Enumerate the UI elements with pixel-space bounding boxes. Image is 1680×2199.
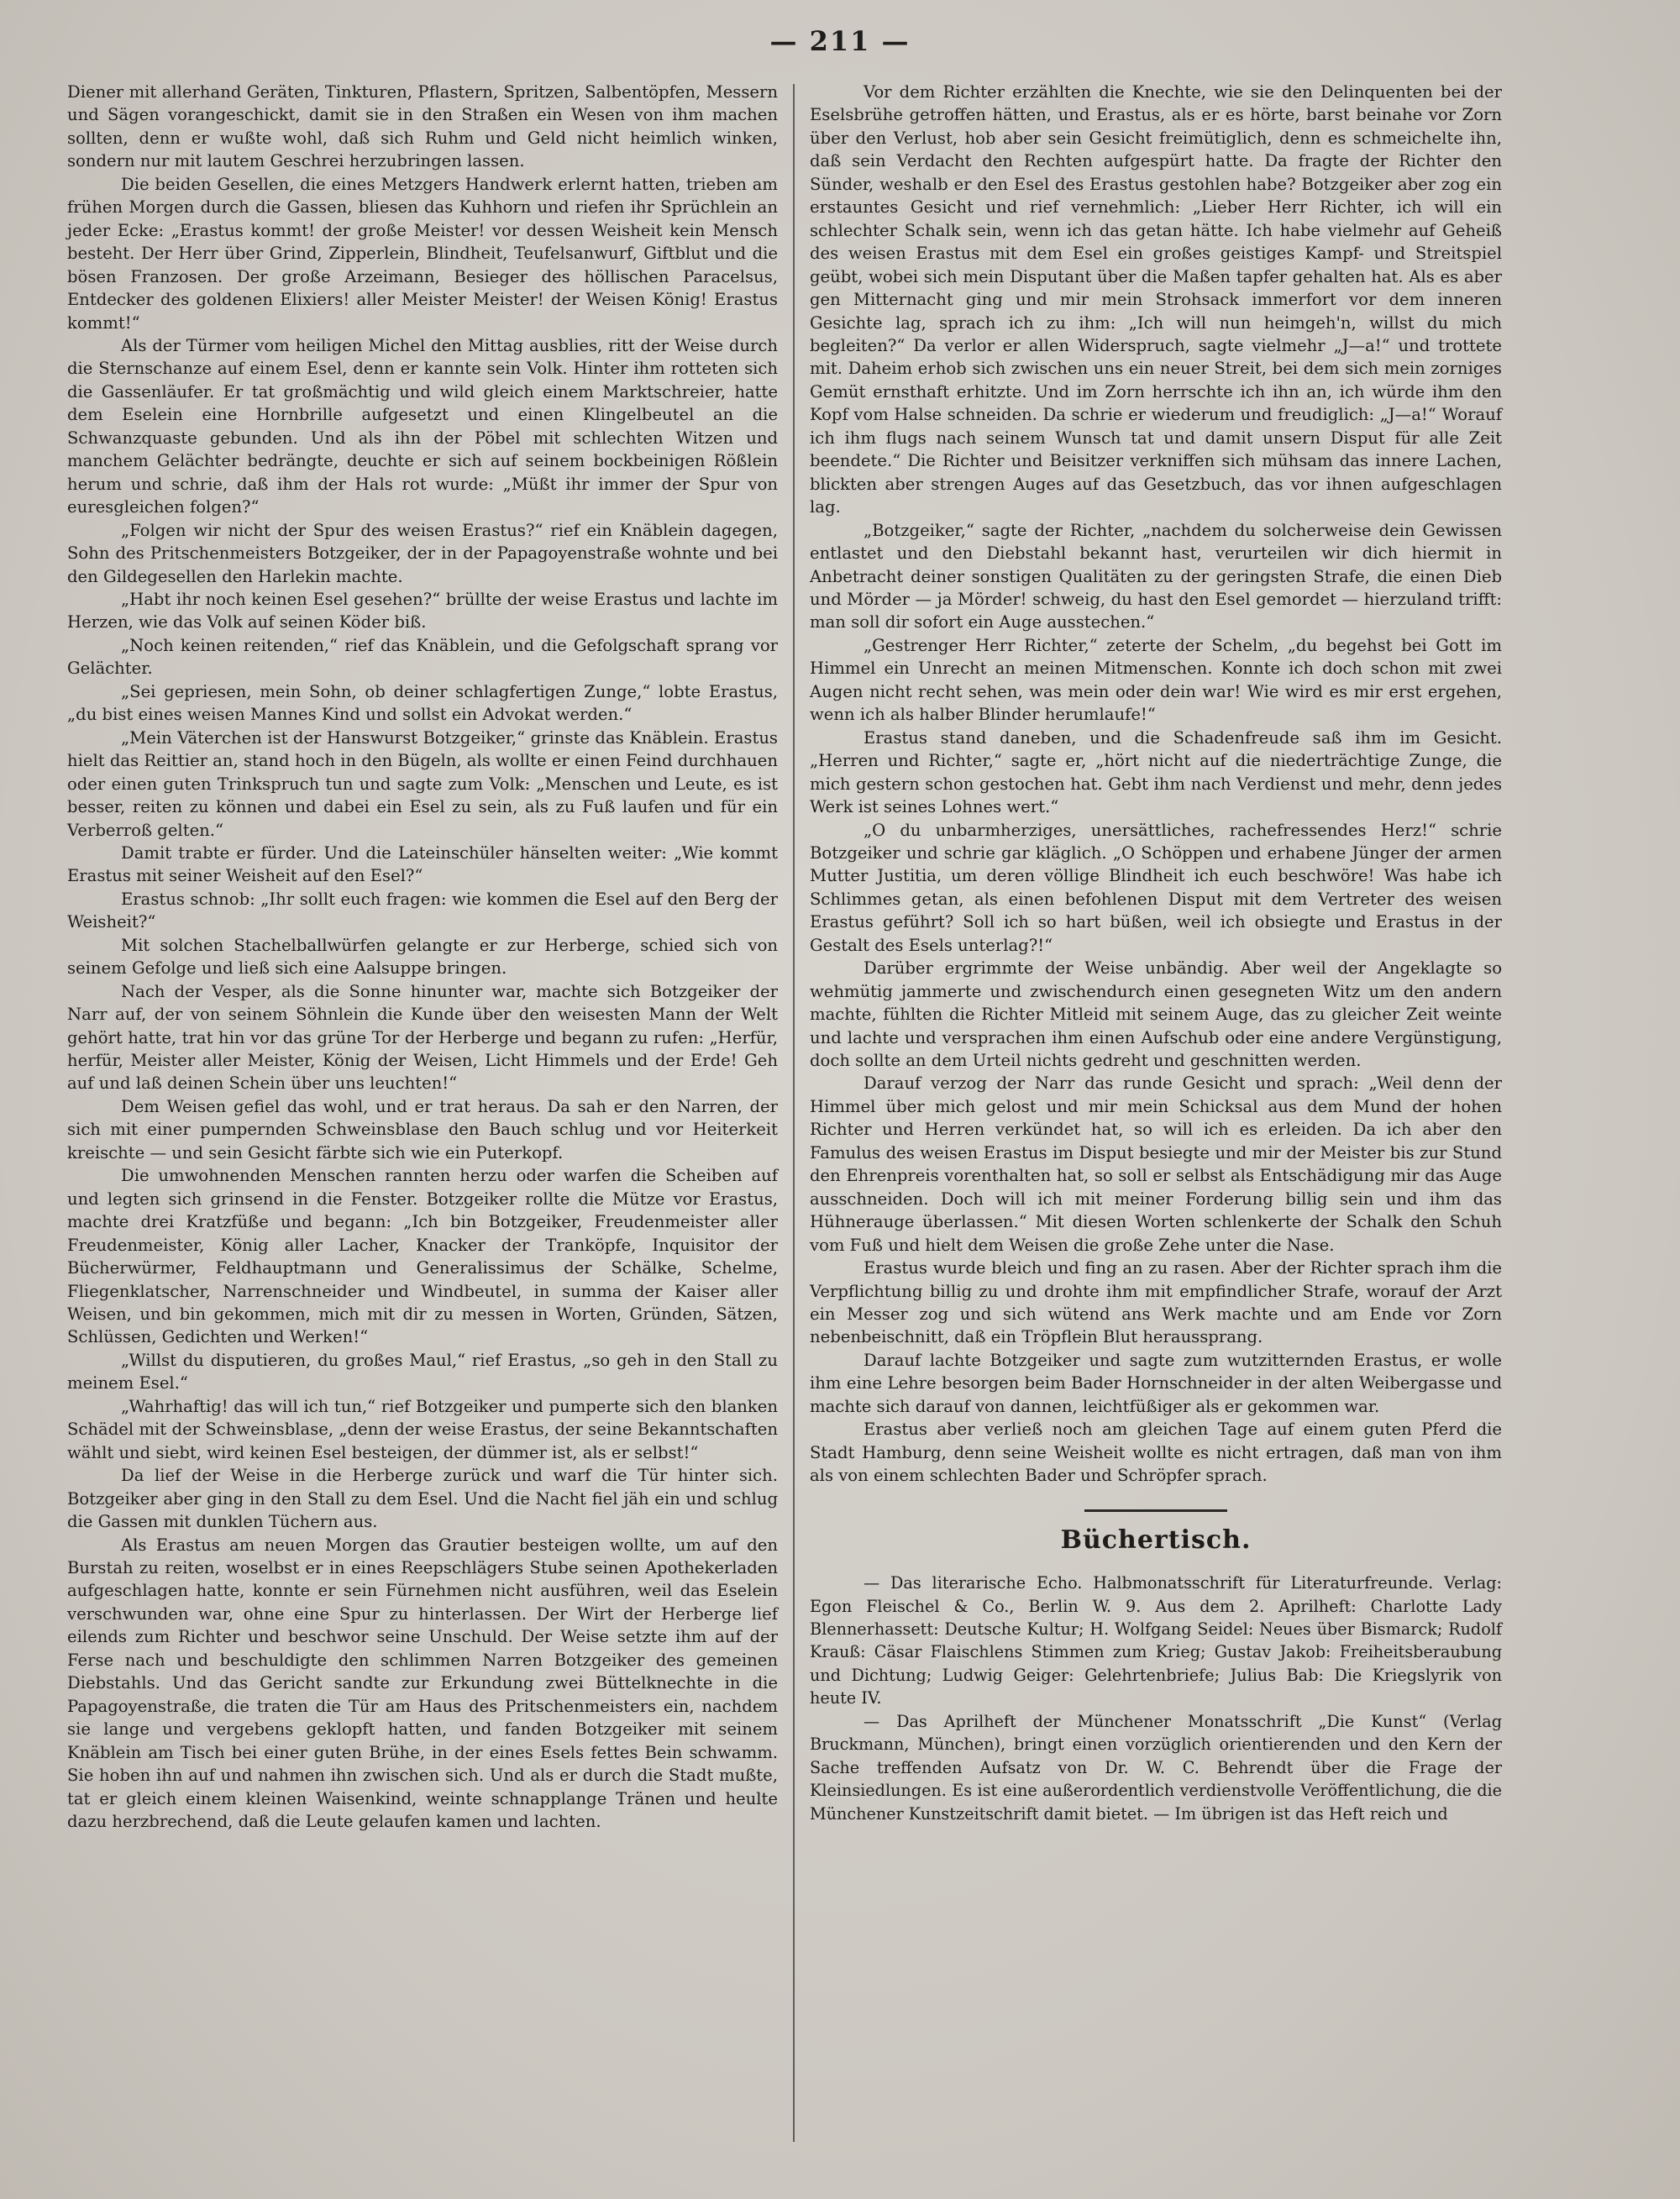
- paragraph: Darauf lachte Botzgeiker und sagte zum wutzitternden Erastus, er wolle ihm eine Lehre besorgen beim Bader Hornschneider in der alten Weibergasse und machte sich darauf von dannen, leichtfüßiger als er gekommen war.: [810, 1350, 1502, 1416]
- paragraph: „Habt ihr noch keinen Esel gesehen?“ brüllte der weise Erastus und lachte im Herzen, wie das Volk auf seinen Köder biß.: [67, 589, 778, 632]
- paragraph: Erastus schnob: „Ihr sollt euch fragen: wie kommen die Esel auf den Berg der Weisheit?“: [67, 889, 778, 932]
- paragraph: Erastus wurde bleich und fing an zu rasen. Aber der Richter sprach ihm die Verpflichtung billig zu und drohte ihm mit empfindlicher Strafe, worauf der Arzt ein Messer zog und sich wütend ans Werk machte und am Ende vor Zorn nebenbeischnitt, daß ein Tröpflein Blut heraussprang.: [810, 1258, 1502, 1347]
- paragraph: Die beiden Gesellen, die eines Metzgers Handwerk erlernt hatten, trieben am frühen Morgen durch die Gassen, bliesen das Kuhhorn und riefen ihr Sprüchlein an jeder Ecke: „Erastus kommt! der große Meister! vor dessen Weisheit kein Mensch besteht. Der Herr über Grind, Zipperlein, Blindheit, Teufelsanwurf, Giftblut und die bösen Franzosen. Der große Arzeimann, Besieger des höllischen Paracelsus, Entdecker des goldenen Elixiers! aller Meister Meister! der Weisen König! Erastus kommt!“: [67, 174, 778, 333]
- book-note: — Das literarische Echo. Halbmonatsschrift für Literaturfreunde. Verlag: Egon Fleischel & Co., Berlin W. 9. Aus dem 2. Aprilheft: Charlotte Lady Blennerhassett: Deutsche Kultur; H. Wolfgang Seidel: Neues über Bismarck; Rudolf Krauß: Cäsar Flaischlens Stimmen zum Krieg; Gustav Jakob: Freiheitsberaubung und Dichtung; Ludwig Geiger: Gelehrtenbriefe; Julius Bab: Die Kriegslyrik von heute IV.: [810, 1573, 1502, 1708]
- paragraph: „Gestrenger Herr Richter,“ zeterte der Schelm, „du begehst bei Gott im Himmel ein Unrecht an meinen Mitmenschen. Konnte ich doch schon mit zwei Augen nicht recht sehen, was mein oder dein war! Wie wird es mir erst ergehen, wenn ich als halber Blinder herumlaufe!“: [810, 635, 1502, 725]
- section-divider: [1084, 1509, 1227, 1512]
- column-divider: [793, 84, 795, 2142]
- right-column: [810, 81, 1502, 1825]
- paragraph: „Sei gepriesen, mein Sohn, ob deiner schlagfertigen Zunge,“ lobte Erastus, „du bist eines weisen Mannes Kind und sollst ein Advokat werden.“: [67, 681, 778, 725]
- paragraph: Dem Weisen gefiel das wohl, und er trat heraus. Da sah er den Narren, der sich mit einer pumpernden Schweinsblase den Bauch schlug und vor Heiterkeit kreischte — und sein Gesicht färbte sich wie ein Puterkopf.: [67, 1096, 778, 1162]
- paragraph: Diener mit allerhand Geräten, Tinkturen, Pflastern, Spritzen, Salbentöpfen, Messern und Sägen vorangeschickt, damit sie in den Straßen ein Wesen von ihm machen sollten, denn er wußte wohl, daß sich Ruhm und Geld nicht heimlich winken, sondern nur mit lautem Geschrei herzubringen lassen.: [67, 82, 778, 171]
- paragraph: „Wahrhaftig! das will ich tun,“ rief Botzgeiker und pumperte sich den blanken Schädel mit der Schweinsblase, „denn der weise Erastus, der seine Bekanntschaften wählt und siebt, wird keinen Esel besteigen, der dümmer ist, als er selbst!“: [67, 1396, 778, 1462]
- paragraph: „Botzgeiker,“ sagte der Richter, „nachdem du solcherweise dein Gewissen entlastet und den Diebstahl bekannt hast, verurteilen wir dich hiermit in Anbetracht deiner sonstigen Qualitäten zu der geringsten Strafe, die einen Dieb und Mörder — ja Mörder! schweig, du hast den Esel gemordet — hierzuland trifft: man soll dir sofort ein Auge ausstechen.“: [810, 520, 1502, 632]
- paragraph: Als Erastus am neuen Morgen das Grautier besteigen wollte, um auf den Burstah zu reiten, woselbst er in eines Reepschlägers Stube seinen Apothekerladen aufgeschlagen hatte, konnte er sein Fürnehmen nicht ausführen, weil das Eselein verschwunden war, ohne eine Spur zu hinterlassen. Der Wirt der Herberge lief eilends zum Richter und beschwor seine Unschuld. Der Weise setzte ihm auf der Ferse nach und beschuldigte den schlimmen Narren Botzgeiker des gemeinen Diebstahls. Und das Gericht sandte zur Erkundung zwei Büttelknechte in die Papagoyenstraße, die traten die Tür am Haus des Pritschenmeisters ein, nachdem sie lange und vergebens geklopft hatten, und fanden Botzgeiker mit seinem Knäblein am Tisch bei einer guten Brühe, in der eines Esels fettes Bein schwamm. Sie hoben ihn auf und nahmen ihn zwischen sich. Und als er durch die Stadt mußte, tat er gleich einem kleinen Waisenkind, weinte schnapplange Tränen und heulte dazu herzbrechend, daß die Leute gelaufen kamen und lachten.: [67, 1535, 778, 1831]
- paragraph: „Mein Väterchen ist der Hanswurst Botzgeiker,“ grinste das Knäblein. Erastus hielt das Reittier an, stand hoch in den Bügeln, als wollte er einen Feind durchhauen oder einen guten Trinkspruch tun und sagte zum Volk: „Menschen und Leute, es ist besser, reiten zu können und dabei ein Esel zu sein, als zu Fuß laufen und für ein Verberroß gelten.“: [67, 727, 778, 840]
- paragraph: Die umwohnenden Menschen rannten herzu oder warfen die Scheiben auf und legten sich grinsend in die Fenster. Botzgeiker rollte die Mütze vor Erastus, machte drei Kratzfüße und begann: „Ich bin Botzgeiker, Freudenmeister aller Freudenmeister, König aller Lacher, Knacker der Tranköpfe, Inquisitor der Bücherwürmer, Feldhauptmann und Generalissimus der Schälke, Schelme, Fliegenklatscher, Narrenschneider und Windbeutel, in summa der Kaiser aller Weisen, und bin gekommen, mich mit dir zu messen in Worten, Gründen, Sätzen, Schlüssen, Gedichten und Werken!“: [67, 1166, 778, 1347]
- paragraph: Darüber ergrimmte der Weise unbändig. Aber weil der Angeklagte so wehmütig jammerte und zwischendurch einen gesegneten Witz um den andern machte, fühlten die Richter Mitleid mit seinem Auge, das zu gleicher Zeit weinte und lachte und versprachen ihm einen Aufschub oder eine andere Vergünstigung, doch sollte an dem Urteil nichts gedreht und geschnitten werden.: [810, 958, 1502, 1071]
- left-column: [67, 81, 778, 1833]
- paragraph: Erastus stand daneben, und die Schadenfreude saß ihm im Gesicht. „Herren und Richter,“ sagte er, „hört nicht auf die niederträchtige Zunge, die mich gestern schon gestochen hat. Gebt ihm nach Verdienst und mehr, denn jedes Werk ist seines Lohnes wert.“: [810, 727, 1502, 817]
- paragraph: Mit solchen Stachelballwürfen gelangte er zur Herberge, schied sich von seinem Gefolge und ließ sich eine Aalsuppe bringen.: [67, 935, 778, 979]
- book-note: — Das Aprilheft der Münchener Monatsschrift „Die Kunst“ (Verlag Bruckmann, München), bringt einen vorzüglich orientierenden und den Kern der Sache treffenden Aufsatz von Dr. W. C. Behrendt über die Frage der Kleinsiedlungen. Es ist eine außerordentlich verdienstvolle Veröffentlichung, die die Münchener Kunstzeitschrift damit bietet. — Im übrigen ist das Heft reich und: [810, 1711, 1502, 1824]
- book-notes: [810, 1572, 1502, 1825]
- paragraph: „Noch keinen reitenden,“ rief das Knäblein, und die Gefolgschaft sprang vor Gelächter.: [67, 635, 778, 679]
- page-number: — 211 —: [769, 25, 911, 57]
- paragraph: „Willst du disputieren, du großes Maul,“ rief Erastus, „so geh in den Stall zu meinem Esel.“: [67, 1350, 778, 1393]
- paragraph: Vor dem Richter erzählten die Knechte, wie sie den Delinquenten bei der Eselsbrühe getroffen hätten, und Erastus, als er es hörte, barst beinahe vor Zorn über den Verlust, hob aber sein Gesicht freimütiglich, denn es schmeichelte ihn, daß sein Verdacht den Rechten aufgespürt hatte. Da fragte der Richter den Sünder, weshalb er den Esel des Erastus gestohlen habe? Botzgeiker aber zog ein erstauntes Gesicht und rief vernehmlich: „Lieber Herr Richter, ich will ein schlechter Schalk sein, wenn ich das getan hätte. Ich habe vielmehr auf Geheiß des weisen Erastus mit dem Esel ein großes geistiges Kampf- und Streitspiel geübt, wobei sich mein Disputant über die Maßen tapfer gehalten hat. Als es aber gen Mitternacht ging und mir mein Strohsack immerfort vor dem inneren Gesichte lag, sprach ich zu ihm: „Ich will nun heimgeh'n, willst du mich begleiten?“ Da verlor er allen Widerspruch, sagte vielmehr „J—a!“ und trottete mit. Daheim erhob sich zwischen uns ein neuer Streit, bei dem sich mein zorniges Gemüt ernsthaft erhitzte. Und im Zorn herrschte ich ihn an, ich würde ihm den Kopf vom Halse schneiden. Da schrie er wiederum und freudiglich: „J—a!“ Worauf ich ihm flugs nach seinem Wunsch tat und damit unsern Disput für alle Zeit beendete.“ Die Richter und Beisitzer verkniffen sich mühsam das innere Lachen, blickten aber strengen Auges auf das Gesetzbuch, das vor ihnen aufgeschlagen lag.: [810, 82, 1502, 517]
- paragraph: „Folgen wir nicht der Spur des weisen Erastus?“ rief ein Knäblein dagegen, Sohn des Pritschenmeisters Botzgeiker, der in der Papagoyenstraße wohnte und bei den Gildegesellen den Harlekin machte.: [67, 520, 778, 586]
- paragraph: Als der Türmer vom heiligen Michel den Mittag ausblies, ritt der Weise durch die Sternschanze auf einem Esel, denn er kannte sein Volk. Hinter ihm rotteten sich die Gassenläufer. Er tat großmächtig und wild gleich einem Marktschreier, hatte dem Eselein eine Hornbrille aufgesetzt und einen Klingelbeutel an die Schwanzquaste gebunden. Und als ihn der Pöbel mit schlechten Witzen und manchem Gelächter bedrängte, deuchte er sich auf seinem bockbeinigen Rößlein herum und schrie, daß ihm der Hals rot wurde: „Müßt ihr immer der Spur von euresgleichen folgen?“: [67, 335, 778, 517]
- paragraph: Darauf verzog der Narr das runde Gesicht und sprach: „Weil denn der Himmel über mich gelost und mir mein Schicksal aus dem Mund der hohen Richter und Herren verkündet hat, so will ich es erleiden. Da ich aber den Famulus des weisen Erastus im Disput besiegte und mir der Meister bis zur Stund den Ehrenpreis vorenthalten hat, so soll er selbst als Entschädigung mir das Auge ausschneiden. Doch will ich mit meiner Forderung billig sein und ihm das Hühnerauge überlassen.“ Mit diesen Worten schlenkerte der Schalk den Schuh vom Fuß und hielt dem Weisen die große Zehe unter die Nase.: [810, 1073, 1502, 1255]
- paragraph: Damit trabte er fürder. Und die Lateinschüler hänselten weiter: „Wie kommt Erastus mit seiner Weisheit auf den Esel?“: [67, 842, 778, 886]
- paragraph: Erastus aber verließ noch am gleichen Tage auf einem guten Pferd die Stadt Hamburg, denn seine Weisheit wollte es nicht ertragen, daß man von ihm als von einem schlechten Bader und Schröpfer sprach.: [810, 1420, 1502, 1486]
- section-heading: Büchertisch.: [1060, 1525, 1252, 1555]
- paragraph: „O du unbarmherziges, unersättliches, rachefressendes Herz!“ schrie Botzgeiker und schrie gar kläglich. „O Schöppen und erhabene Jünger der armen Mutter Justitia, um deren völlige Blindheit ich euch beschwöre! Was habe ich Schlimmes getan, als einen befohlenen Disput mit dem Vertreter des weisen Erastus geführt? Soll ich so hart büßen, weil ich obsiegte und Erastus in der Gestalt des Esels unterlag?!“: [810, 820, 1502, 955]
- paragraph: Nach der Vesper, als die Sonne hinunter war, machte sich Botzgeiker der Narr auf, der von seinem Söhnlein die Kunde über den weisesten Mann der Welt gehört hatte, trat hin vor das grüne Tor der Herberge und begann zu rufen: „Herfür, herfür, Meister aller Meister, König der Weisen, Licht Himmels und der Erde! Geh auf und laß deinen Schein über uns leuchten!“: [67, 981, 778, 1094]
- paragraph: Da lief der Weise in die Herberge zurück und warf die Tür hinter sich. Botzgeiker aber ging in den Stall zu dem Esel. Und die Nacht fiel jäh ein und schlug die Gassen mit dunklen Tüchern aus.: [67, 1466, 778, 1532]
